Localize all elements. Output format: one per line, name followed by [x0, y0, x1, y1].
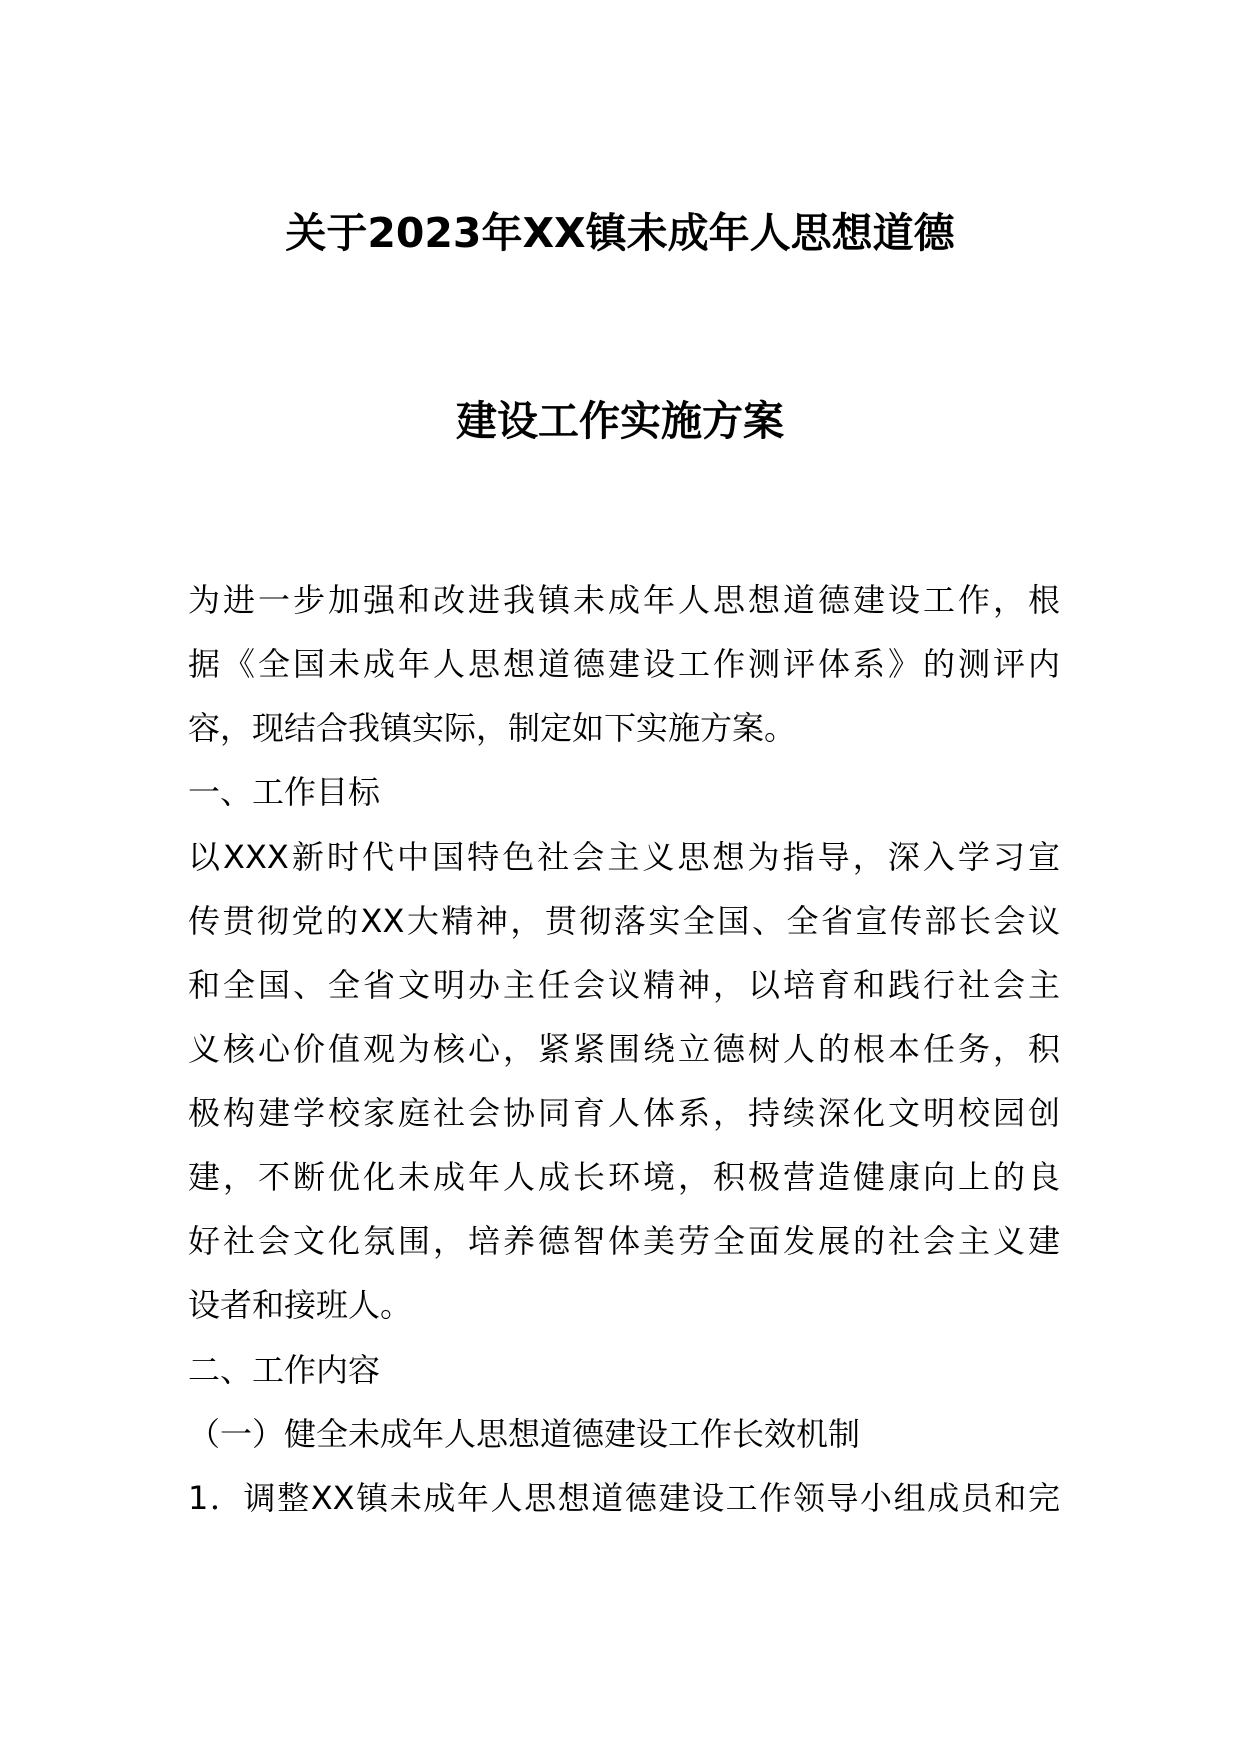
body-text-line: 极构建学校家庭社会协同育人体系，持续深化文明校园创 [188, 1094, 1060, 1132]
body-text-line: 建，不断优化未成年人成长环境，积极营造健康向上的良 [188, 1158, 1060, 1196]
body-text-line: 传贯彻党的XX大精神，贯彻落实全国、全省宣传部长会议 [188, 902, 1060, 940]
document-title-line-1: 关于2023年XX镇未成年人思想道德 [285, 209, 955, 257]
body-text-line: 据《全国未成年人思想道德建设工作测评体系》的测评内 [188, 645, 1060, 683]
body-text-line: 和全国、全省文明办主任会议精神，以培育和践行社会主 [188, 966, 1060, 1004]
body-text-line: 以XXX新时代中国特色社会主义思想为指导，深入学习宣 [188, 838, 1060, 876]
body-text-line: 好社会文化氛围，培养德智体美劳全面发展的社会主义建 [188, 1222, 1060, 1260]
body-text-line: 为进一步加强和改进我镇未成年人思想道德建设工作，根 [188, 581, 1060, 619]
body-text-line: 义核心价值观为核心，紧紧围绕立德树人的根本任务，积 [188, 1030, 1060, 1068]
subsection-heading: （一）健全未成年人思想道德建设工作长效机制 [188, 1415, 861, 1453]
section-heading-work-content: 二、工作内容 [188, 1351, 381, 1389]
numbered-item-line: 1．调整XX镇未成年人思想道德建设工作领导小组成员和完 [188, 1479, 1060, 1517]
body-text-line: 容，现结合我镇实际，制定如下实施方案。 [188, 709, 797, 747]
document-title-line-2: 建设工作实施方案 [456, 397, 784, 445]
section-heading-work-goals: 一、工作目标 [188, 773, 381, 811]
body-text-line: 设者和接班人。 [188, 1286, 413, 1324]
